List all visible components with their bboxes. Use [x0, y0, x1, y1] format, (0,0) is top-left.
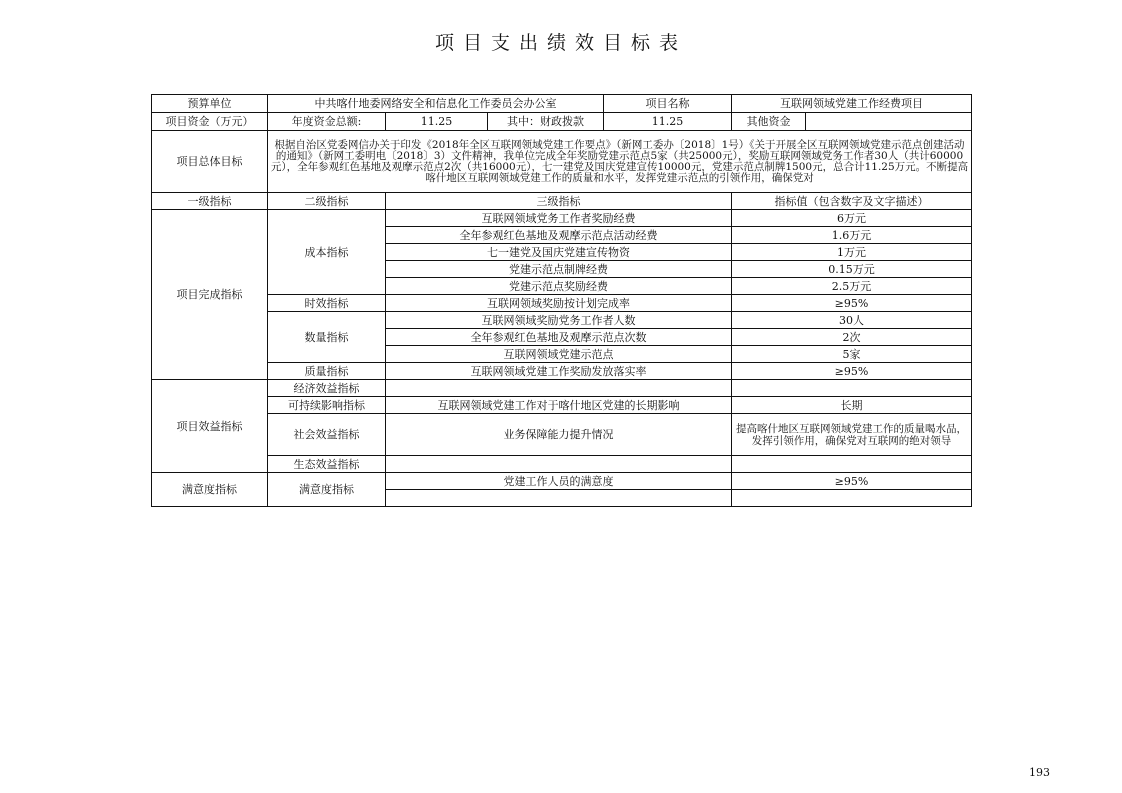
funds-label: 项目资金（万元） — [152, 113, 268, 131]
cost-item-value: 2.5万元 — [732, 278, 972, 295]
level2-header: 二级指标 — [268, 193, 386, 210]
satisfaction-empty-name — [386, 490, 732, 507]
quantity-item-value: 5家 — [732, 346, 972, 363]
quantity-item-name: 全年参观红色基地及观摩示范点次数 — [386, 329, 732, 346]
social-benefit-label: 社会效益指标 — [268, 414, 386, 456]
page-number: 193 — [1029, 766, 1050, 779]
other-funds-label: 其他资金 — [732, 113, 806, 131]
economic-benefit-label: 经济效益指标 — [268, 380, 386, 397]
satisfaction-empty-value — [732, 490, 972, 507]
cost-item-value: 6万元 — [732, 210, 972, 227]
time-item-value: ≥95% — [732, 295, 972, 312]
quantity-item-name: 互联网领域党建示范点 — [386, 346, 732, 363]
ecological-benefit-value — [732, 456, 972, 473]
benefit-indicator-label: 项目效益指标 — [152, 380, 268, 473]
ecological-benefit-label: 生态效益指标 — [268, 456, 386, 473]
cost-item-value: 1.6万元 — [732, 227, 972, 244]
annual-total-label: 年度资金总额: — [268, 113, 386, 131]
cost-item-name: 互联网领域党务工作者奖励经费 — [386, 210, 732, 227]
quality-indicator-label: 质量指标 — [268, 363, 386, 380]
completion-indicator-label: 项目完成指标 — [152, 210, 268, 380]
overall-goal-label: 项目总体目标 — [152, 131, 268, 193]
cost-item-value: 0.15万元 — [732, 261, 972, 278]
ecological-benefit-name — [386, 456, 732, 473]
cost-item-name: 七一建党及国庆党建宣传物资 — [386, 244, 732, 261]
quality-item-value: ≥95% — [732, 363, 972, 380]
economic-benefit-value — [732, 380, 972, 397]
quality-item-name: 互联网领域党建工作奖励发放落实率 — [386, 363, 732, 380]
quantity-item-value: 2次 — [732, 329, 972, 346]
overall-goal-text: 根据自治区党委网信办关于印发《2018年全区互联网领域党建工作要点》（新网工委办〔2018〕1号）《关于开展全区互联网领域党建示范点创建活动的通知》（新网工委明电〔2018〕3）文件精神，我单位完成全年奖励党建示范点5家（共25000元），奖励互联网领域党务工作者30人（共计60000元），全年参观红色基地及观摩示范点2次（共16000元），七一建党及国庆党建宣传10000元，党建示范点制牌1500元，总合计11.25万元。不断提高喀什地区互联网领域党建工作的质量和水平，发挥党建示范点的引领作用，确保党对 — [268, 131, 972, 193]
level3-header: 三级指标 — [386, 193, 732, 210]
budget-unit-value: 中共喀什地委网络安全和信息化工作委员会办公室 — [268, 95, 604, 113]
fiscal-value: 11.25 — [604, 113, 732, 131]
satisfaction-sub-label: 满意度指标 — [268, 473, 386, 507]
satisfaction-item-value: ≥95% — [732, 473, 972, 490]
quantity-indicator-label: 数量指标 — [268, 312, 386, 363]
sustainable-impact-name: 互联网领域党建工作对于喀什地区党建的长期影响 — [386, 397, 732, 414]
social-benefit-name: 业务保障能力提升情况 — [386, 414, 732, 456]
cost-item-name: 党建示范点奖励经费 — [386, 278, 732, 295]
cost-item-name: 党建示范点制牌经费 — [386, 261, 732, 278]
value-header: 指标值（包含数字及文字描述） — [732, 193, 972, 210]
quantity-item-value: 30人 — [732, 312, 972, 329]
page-title: 项目支出绩效目标表 — [434, 32, 687, 54]
cost-item-value: 1万元 — [732, 244, 972, 261]
other-funds-value — [806, 113, 972, 131]
sustainable-impact-value: 长期 — [732, 397, 972, 414]
sustainable-impact-label: 可持续影响指标 — [268, 397, 386, 414]
level1-header: 一级指标 — [152, 193, 268, 210]
time-item-name: 互联网领域奖励按计划完成率 — [386, 295, 732, 312]
cost-item-name: 全年参观红色基地及观摩示范点活动经费 — [386, 227, 732, 244]
project-name-label: 项目名称 — [604, 95, 732, 113]
performance-table — [151, 94, 972, 507]
quantity-item-name: 互联网领域奖励党务工作者人数 — [386, 312, 732, 329]
satisfaction-indicator-label: 满意度指标 — [152, 473, 268, 507]
economic-benefit-name — [386, 380, 732, 397]
budget-unit-label: 预算单位 — [152, 95, 268, 113]
satisfaction-item-name: 党建工作人员的满意度 — [386, 473, 732, 490]
fiscal-label: 其中：财政拨款 — [488, 113, 604, 131]
cost-indicator-label: 成本指标 — [268, 210, 386, 295]
time-indicator-label: 时效指标 — [268, 295, 386, 312]
social-benefit-value: 提高喀什地区互联网领域党建工作的质量喝水品，发挥引领作用，确保党对互联网的绝对领导 — [732, 414, 972, 456]
annual-total-value: 11.25 — [386, 113, 488, 131]
project-name-value: 互联网领域党建工作经费项目 — [732, 95, 972, 113]
